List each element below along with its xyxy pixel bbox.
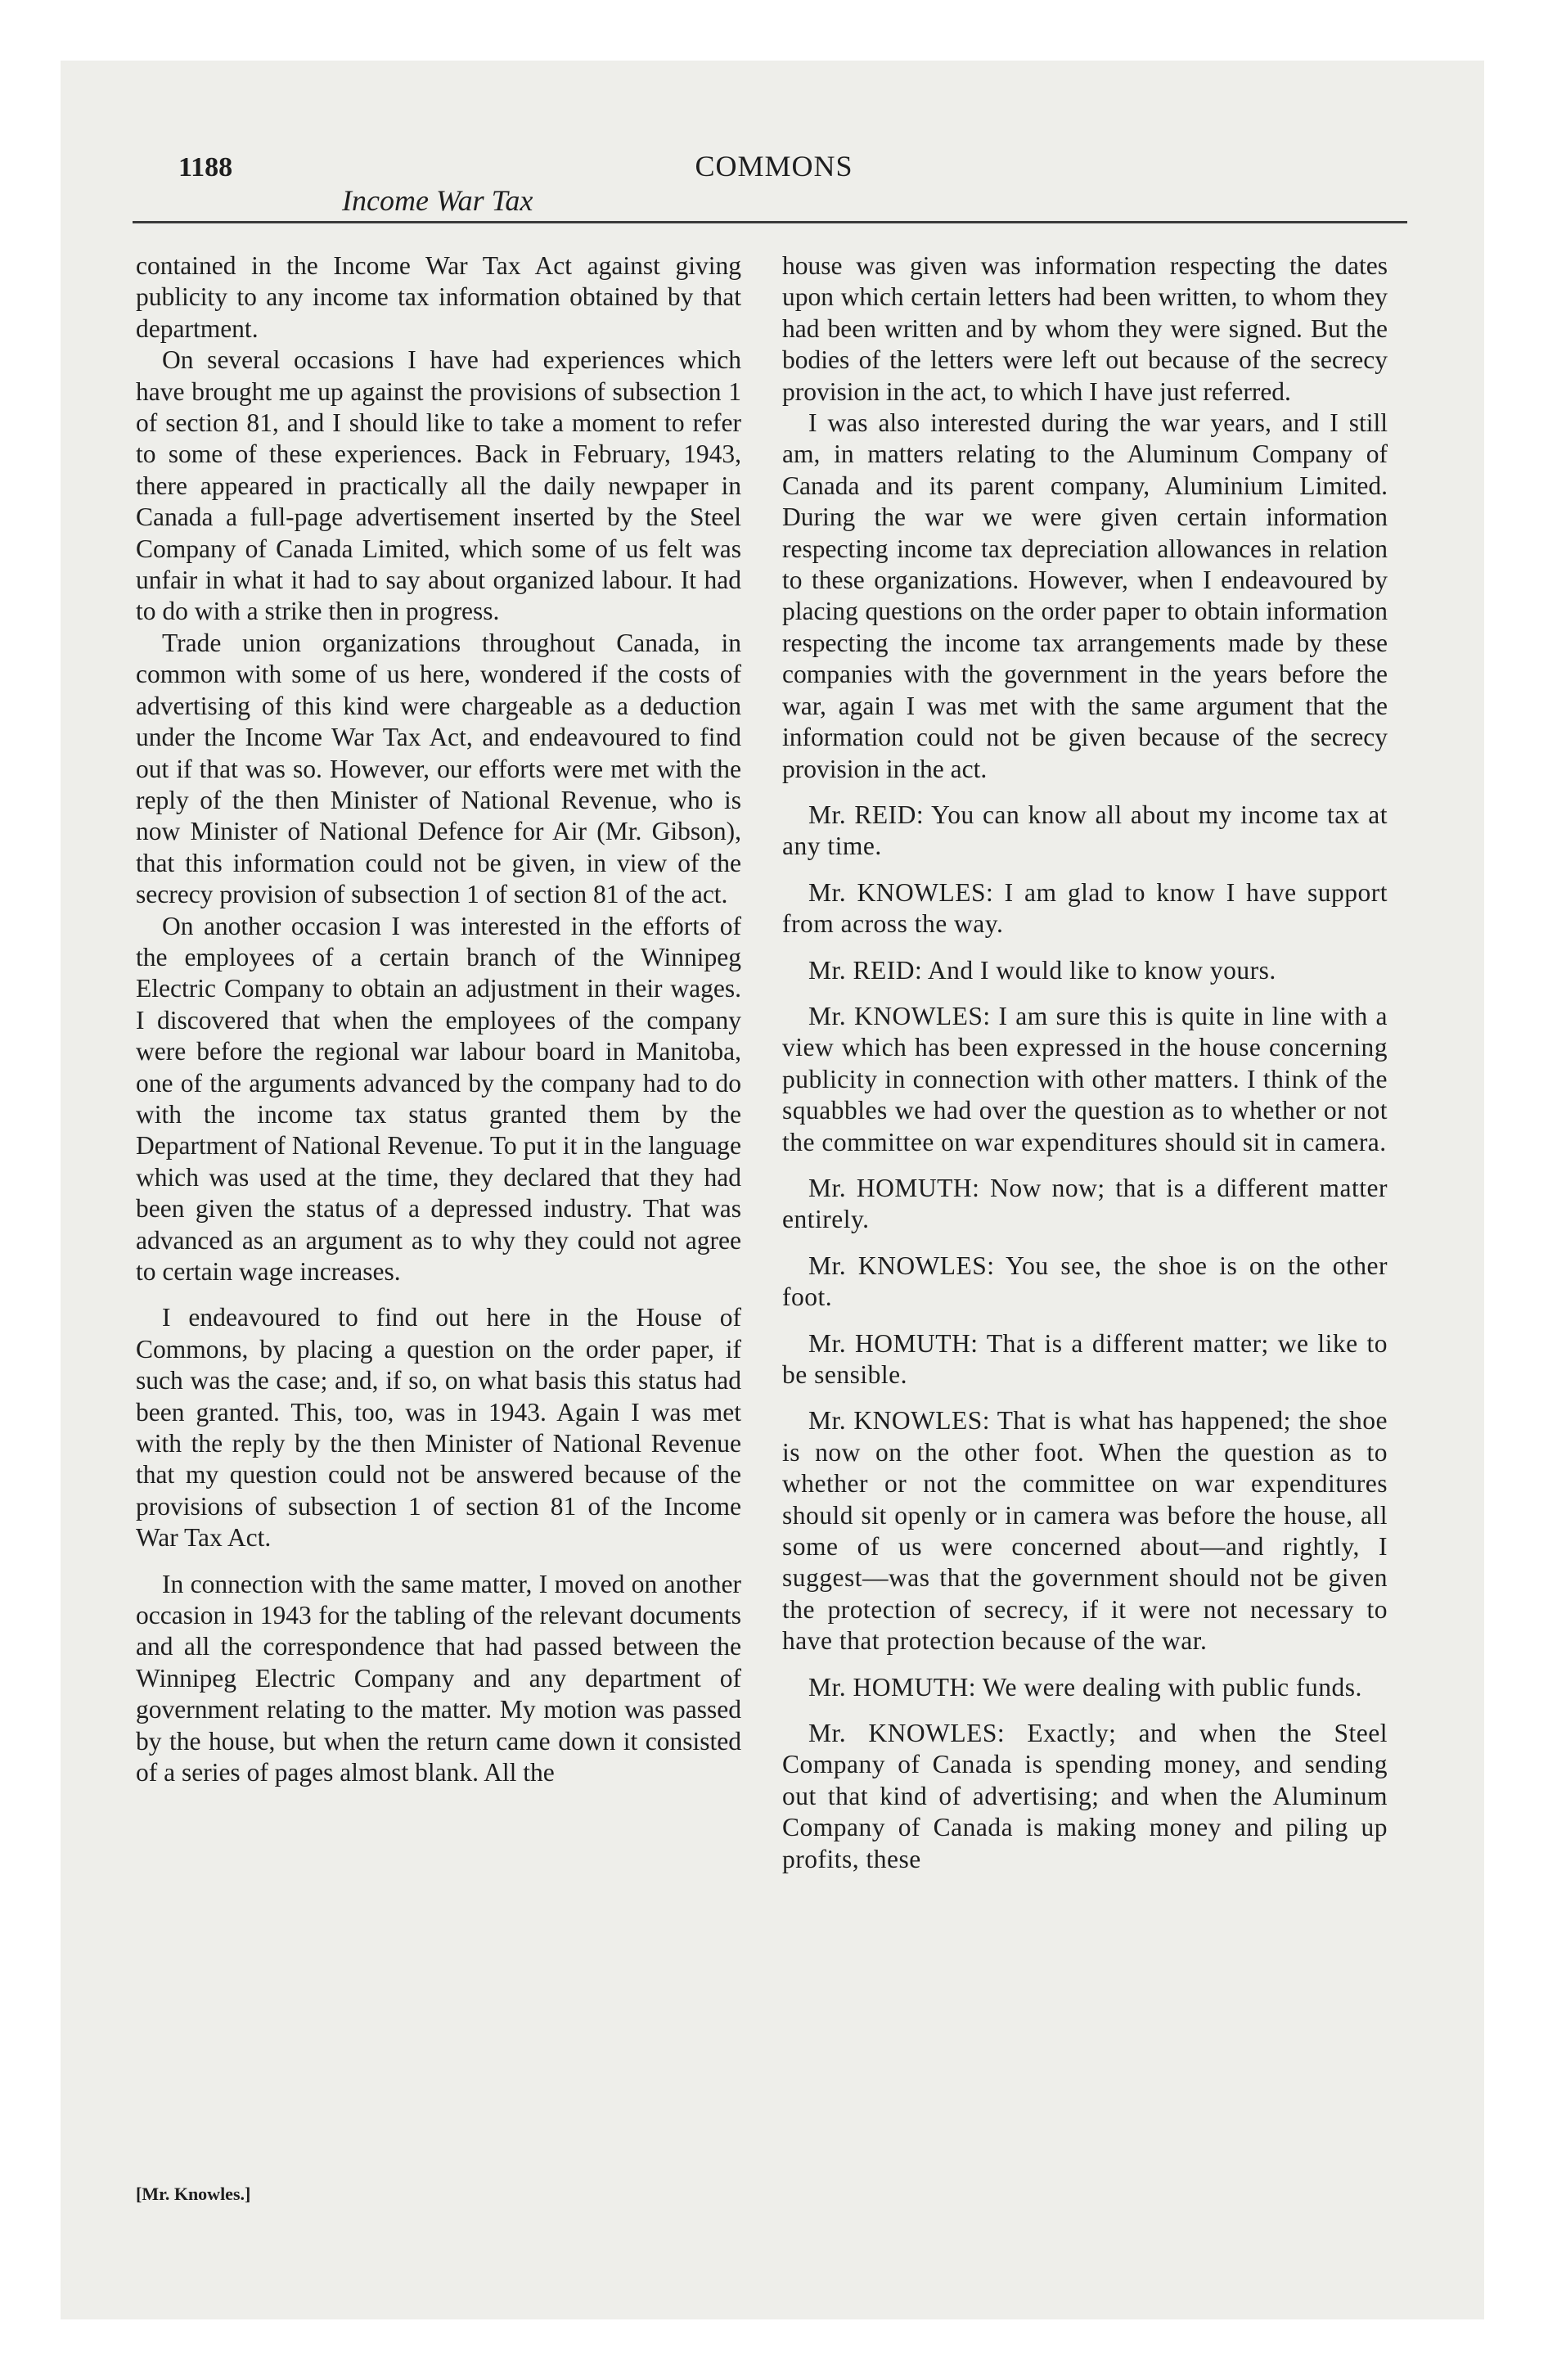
speech-paragraph: Mr. REID: You can know all about my income tax at any time.: [782, 800, 1388, 861]
speech-paragraph: Mr. KNOWLES: Exactly; and when the Steel Company of Canada is spending money, and sending out that kind of advertising; and when the Aluminum Company of Canada is making money and piling up profits, these: [782, 1719, 1388, 1873]
speech-paragraph: Mr. HOMUTH: We were dealing with public funds.: [808, 1672, 1362, 1702]
page-number: 1188: [178, 152, 233, 183]
paragraph: I endeavoured to find out here in the House of Commons, by placing a question on the order paper, if such was the case; and, if so, on what basis this status had been granted. This, too, was in 1943. Again I was met with the reply by the then Minister of National Revenue that my question could not be answered because of the provisions of subsection 1 of section 81 of the Income War Tax Act.: [136, 1303, 741, 1553]
paragraph: In connection with the same matter, I moved on another occasion in 1943 for the tabling of the relevant documents and all the correspondence that had passed between the Winnipeg Electric Company and any department of government relating to the matter. My motion was passed by the house, but when the return came down it consisted of a series of pages almost blank. All the: [136, 1569, 741, 1787]
paragraph: On another occasion I was interested in the efforts of the employees of a certain branch of the Winnipeg Electric Company to obtain an adjustment in their wages. I discovered that when the employees of the company were before the regional war labour board in Manitoba, one of the arguments advanced by the company had to do with the income tax status granted them by the Department of National Revenue. To put it in the language which was used at the time, they declared that they had been given the status of a depressed industry. That was advanced as an argument as to why they could not agree to certain wage increases.: [136, 911, 741, 1286]
paragraph: On several occasions I have had experiences which have brought me up against the provisions of subsection 1 of section 81, and I should like to take a moment to refer to some of these experiences. Back in February, 1943, there appeared in practically all the daily newpaper in Canada a full-page advertisement inserted by the Steel Company of Canada Limited, which some of us felt was unfair in what it had to say about organized labour. It had to do with a strike then in progress.: [136, 345, 741, 626]
paragraph: Trade union organizations throughout Canada, in common with some of us here, wondered if the costs of advertising of this kind were chargeable as a deduction under the Income War Tax Act, and endeavoured to find out if that was so. However, our efforts were met with the reply of the then Minister of National Revenue, who is now Minister of National Defence for Air (Mr. Gibson), that this information could not be given, in view of the secrecy provision of subsection 1 of section 81 of the act.: [136, 628, 741, 909]
paragraph: house was given was information respecting the dates upon which certain letters had been written, to whom they had been written and by whom they were signed. But the bodies of the letters were left out because of the secrecy provision in the act, to which I have just referred.: [782, 251, 1388, 406]
paragraph: I was also interested during the war years, and I still am, in matters relating to the Aluminum Company of Canada and its parent company, Aluminium Limited. During the war we were given certain information respecting income tax depreciation allowances in relation to these organizations. However, when I endeavoured by placing questions on the order paper to obtain information respecting the income tax arrangements made by these companies with the government in the years before the war, again I was met with the same argument that the information could not be given because of the secrecy provision in the act.: [782, 408, 1388, 783]
speech-paragraph: Mr. HOMUTH: That is a different matter; we like to be sensible.: [782, 1328, 1388, 1389]
page-title: COMMONS: [695, 150, 853, 183]
speech-paragraph: Mr. KNOWLES: That is what has happened; the shoe is now on the other foot. When the question as to whether or not the committee on war expenditures should sit openly or in camera was before the house, all some of us were concerned about—and rightly, I suggest—was that the government should not be given the protection of secrecy, if it were not necessary to have that protection because of the war.: [782, 1406, 1388, 1656]
speech-paragraph: Mr. KNOWLES: I am glad to know I have support from across the way.: [782, 877, 1388, 939]
right-column: [782, 250, 1388, 1875]
speech-paragraph: Mr. KNOWLES: You see, the shoe is on the other foot.: [782, 1251, 1388, 1312]
paragraph: contained in the Income War Tax Act against giving publicity to any income tax information obtained by that department.: [136, 251, 741, 343]
speech-paragraph: Mr. KNOWLES: I am sure this is quite in line with a view which has been expressed in the house concerning publicity in connection with other matters. I think of the squabbles we had over the question as to whether or not the committee on war expenditures should sit in camera.: [782, 1001, 1388, 1156]
speaker-footnote: [Mr. Knowles.]: [136, 2184, 251, 2204]
speech-paragraph: Mr. HOMUTH: Now now; that is a different matter entirely.: [782, 1173, 1388, 1234]
page-subtitle: Income War Tax: [342, 184, 533, 217]
header-divider: [133, 221, 1407, 223]
speech-paragraph: Mr. REID: And I would like to know yours.: [808, 955, 1276, 985]
left-column: [136, 250, 741, 1789]
